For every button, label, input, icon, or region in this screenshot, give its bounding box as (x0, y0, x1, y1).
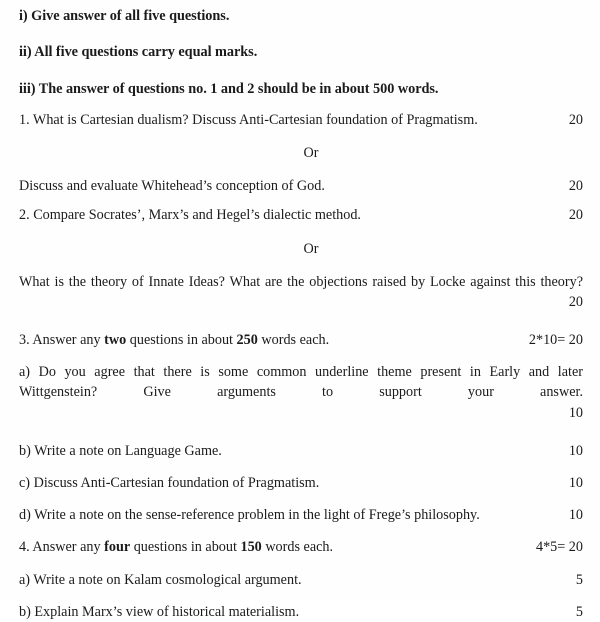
question-2-marks: 20 (568, 207, 583, 224)
question-3a-text: a) Do you agree that there is some common underline theme present in Early and later Wittgenstein? Give arguments to support your answer. (19, 364, 583, 401)
question-2 (19, 205, 583, 225)
question-4b-text: b) Explain Marx’s view of historical materialism. (19, 603, 300, 620)
instruction-item-iii: iii) The answer of questions no. 1 and 2 should be in about 500 words. (19, 80, 439, 97)
spacer (19, 196, 583, 205)
question-4-text (19, 537, 343, 557)
question-4b (19, 602, 583, 622)
spacer (19, 99, 583, 110)
question-1-alternative-text: Discuss and evaluate Whitehead’s conception of God. (19, 178, 325, 195)
question-4-prefix: 4. Answer any (19, 539, 105, 556)
question-1-marks: 20 (568, 111, 583, 128)
question-3-prefix: 3. Answer any (19, 332, 105, 349)
spacer (19, 525, 583, 537)
question-4-bold-count: four (104, 539, 131, 556)
question-4-marks: 4*5= 20 (535, 539, 583, 556)
spacer (19, 493, 583, 505)
spacer (19, 429, 583, 441)
question-4b-marks: 5 (575, 603, 583, 620)
question-3d-marks: 10 (568, 507, 583, 524)
question-4-middle: questions in about (130, 539, 241, 556)
question-3-middle: questions in about (126, 332, 237, 349)
question-4 (19, 537, 583, 557)
spacer (19, 461, 583, 473)
question-4a-marks: 5 (575, 571, 583, 588)
instruction-item-ii: ii) All five questions carry equal marks. (19, 44, 258, 61)
question-4a-text: a) Write a note on Kalam cosmological argument. (19, 571, 302, 588)
question-2-alternative (19, 272, 583, 318)
spacer (19, 226, 583, 239)
instruction-item-i: i) Give answer of all five questions. (19, 8, 230, 24)
question-4-bold-words: 150 (240, 539, 262, 556)
question-1 (19, 110, 583, 130)
question-3b-text: b) Write a note on Language Game. (19, 442, 222, 459)
spacer (19, 163, 583, 176)
question-3a-marks-line (19, 403, 583, 423)
question-3c (19, 473, 583, 493)
spacer (19, 350, 583, 362)
question-4-suffix: words each. (261, 539, 334, 556)
question-3 (19, 330, 583, 350)
question-3d-text: d) Write a note on the sense-reference problem in the light of Frege’s philosophy. (19, 507, 480, 524)
question-3d (19, 505, 583, 525)
question-1-text: 1. What is Cartesian dualism? Discuss Anti-Cartesian foundation of Pragmatism. (19, 111, 478, 128)
question-4a (19, 570, 583, 590)
question-1-alternative (19, 176, 583, 196)
question-1-alternative-marks: 20 (568, 178, 583, 195)
question-3b-marks: 10 (568, 442, 583, 459)
question-2-alternative-marks-line (19, 292, 583, 312)
question-3-bold-words: 250 (236, 332, 258, 349)
or-separator-2: Or (303, 240, 319, 257)
question-3b (19, 441, 583, 461)
question-3-bold-count: two (104, 332, 127, 349)
or-separator-1: Or (303, 145, 319, 162)
question-3a-marks: 10 (568, 404, 583, 421)
spacer (19, 130, 583, 143)
spacer (19, 63, 583, 79)
spacer (19, 558, 583, 570)
question-3c-text: c) Discuss Anti-Cartesian foundation of Pragmatism. (19, 475, 320, 492)
question-3-marks: 2*10= 20 (528, 332, 583, 349)
question-3c-marks: 10 (568, 475, 583, 492)
question-3a (19, 362, 583, 429)
spacer (19, 318, 583, 330)
question-3-text (19, 330, 339, 350)
question-2-alternative-marks: 20 (568, 293, 583, 310)
spacer (19, 259, 583, 272)
spacer (19, 26, 583, 42)
question-2-text: 2. Compare Socrates’, Marx’s and Hegel’s dialectic method. (19, 207, 361, 224)
question-2-alternative-text: What is the theory of Innate Ideas? What are the objections raised by Locke against this theory? (19, 273, 583, 290)
question-3-suffix: words each. (257, 332, 330, 349)
